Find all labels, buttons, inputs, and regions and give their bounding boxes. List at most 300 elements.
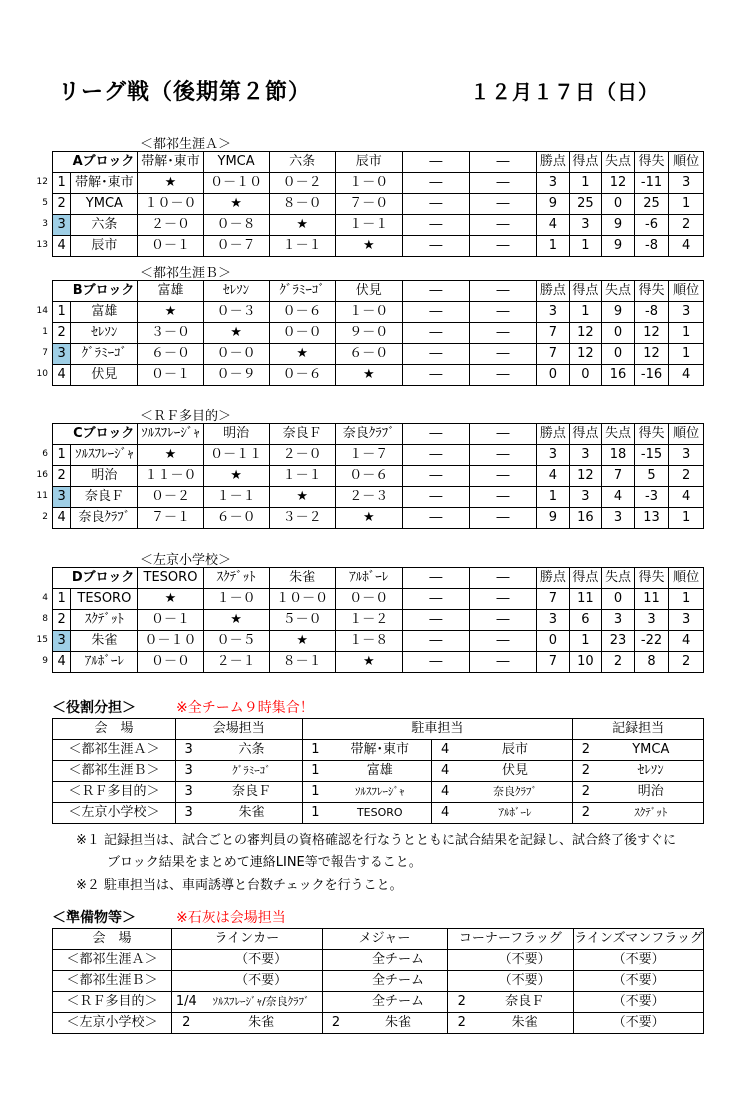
match-result: ０－７ [203, 236, 269, 257]
stats-header: 勝点 [537, 424, 570, 445]
match-result: ― [402, 344, 469, 365]
match-result: ― [469, 652, 536, 673]
block-col-header: ― [402, 152, 469, 173]
role-parking1-team: 富雄 [328, 761, 432, 782]
team-name: 奈良Ｆ [71, 487, 138, 508]
match-result: １０－０ [269, 589, 335, 610]
stat-gf: 1 [569, 173, 602, 194]
stat-pts: 3 [537, 445, 570, 466]
match-result: ― [469, 173, 536, 194]
role-venue: ＜都祁生涯Ａ＞ [53, 740, 176, 761]
stat-pts: 7 [537, 323, 570, 344]
stat-gf: 10 [569, 652, 602, 673]
match-result: ― [469, 323, 536, 344]
team-number: 4 [53, 236, 71, 257]
stat-gd: -3 [634, 487, 669, 508]
match-result: ０－８ [203, 215, 269, 236]
seed-number: 8 [42, 614, 48, 624]
stat-rank: 4 [669, 236, 704, 257]
roles-heading [52, 697, 314, 717]
prep-corner: （不要） [476, 950, 574, 971]
role-venue-no: 3 [175, 740, 201, 761]
stat-ga: 3 [602, 508, 635, 529]
prep-linesman: （不要） [574, 1013, 704, 1034]
stat-ga: 0 [602, 194, 635, 215]
stat-rank: 4 [669, 631, 704, 652]
stats-header: 勝点 [537, 568, 570, 589]
stat-ga: 7 [602, 466, 635, 487]
prep-linecar: ｿﾙｽﾌﾚｰｼﾞｬ/奈良ｸﾗﾌﾞ [201, 992, 323, 1013]
block-col-header: ― [469, 152, 536, 173]
stat-pts: 0 [537, 365, 570, 386]
table-row [53, 445, 704, 466]
match-result: ８－０ [269, 194, 335, 215]
event-date: １２月１７日（日） [470, 80, 659, 104]
stat-pts: 3 [537, 173, 570, 194]
team-number: 4 [53, 652, 71, 673]
stat-ga: 0 [602, 589, 635, 610]
block-col-header: 奈良ｸﾗﾌﾞ [335, 424, 402, 445]
roles-table [52, 718, 704, 824]
note-1b: ブロック結果をまとめて連絡LINE等で報告すること。 [107, 855, 422, 870]
match-result: １－７ [335, 445, 402, 466]
stats-header: 順位 [669, 568, 704, 589]
stat-gf: 3 [569, 215, 602, 236]
stat-rank: 4 [669, 365, 704, 386]
stat-rank: 2 [669, 215, 704, 236]
block-col-header: 奈良Ｆ [269, 424, 335, 445]
seed-number: 7 [42, 348, 48, 358]
stats-header: 勝点 [537, 281, 570, 302]
role-record-team: YMCA [599, 740, 704, 761]
match-result: ０－５ [203, 631, 269, 652]
stat-rank: 3 [669, 302, 704, 323]
match-result: １－１ [203, 487, 269, 508]
stat-rank: 1 [669, 508, 704, 529]
roles-header-parking: 駐車担当 [302, 719, 573, 740]
prep-heading [52, 907, 286, 927]
prep-linecar: （不要） [201, 950, 323, 971]
block-col-header: TESORO [138, 568, 203, 589]
seed-number: 10 [36, 369, 48, 379]
match-result: ★ [269, 631, 335, 652]
seed-number: 16 [36, 470, 48, 480]
team-name: 奈良ｸﾗﾌﾞ [71, 508, 138, 529]
match-result: ★ [335, 652, 402, 673]
prep-header-corner: コーナーフラッグ [447, 929, 574, 950]
role-venue: ＜左京小学校＞ [53, 803, 176, 824]
stat-ga: 16 [602, 365, 635, 386]
block-col-header: 明治 [203, 424, 269, 445]
role-venue-team: ｸﾞﾗﾐｰｺﾞ [201, 761, 302, 782]
block-col-header: 朱雀 [269, 568, 335, 589]
role-record-team: 明治 [599, 782, 704, 803]
match-result: ★ [138, 302, 203, 323]
table-row [53, 508, 704, 529]
table-row [53, 323, 704, 344]
role-parking1-no: 1 [302, 782, 328, 803]
block-venue-label: ＜ＲＦ多目的＞ [140, 409, 232, 424]
block-col-header: 辰市 [335, 152, 402, 173]
stat-gd: -11 [634, 173, 669, 194]
block-col-header: ― [402, 281, 469, 302]
role-parking2-team: ｱﾙﾎﾞｰﾚ [458, 803, 573, 824]
match-result: ― [402, 365, 469, 386]
stat-rank: 3 [669, 445, 704, 466]
prep-linecar-no: 1/4 [172, 992, 201, 1013]
role-parking1-team: TESORO [328, 803, 432, 824]
role-parking2-no: 4 [432, 740, 458, 761]
stat-gd: 12 [634, 344, 669, 365]
block-name: Cブロック [53, 424, 138, 445]
stat-gf: 16 [569, 508, 602, 529]
match-result: ★ [203, 610, 269, 631]
match-result: ０－６ [269, 365, 335, 386]
match-result: ８－１ [269, 652, 335, 673]
match-result: ０－１ [138, 236, 203, 257]
stat-gf: 1 [569, 302, 602, 323]
team-name: 帯解･東市 [71, 173, 138, 194]
team-number: 2 [53, 610, 71, 631]
block-col-header: ― [402, 568, 469, 589]
team-name: ｿﾙｽﾌﾚｰｼﾞｬ [71, 445, 138, 466]
match-result: ６－０ [203, 508, 269, 529]
match-result: ― [402, 466, 469, 487]
stat-rank: 1 [669, 323, 704, 344]
stats-header: 順位 [669, 424, 704, 445]
roles-heading-text: ＜役割分担＞ [52, 700, 136, 716]
seed-number: 9 [42, 656, 48, 666]
match-result: ★ [138, 173, 203, 194]
team-number: 1 [53, 302, 71, 323]
stat-gf: 12 [569, 344, 602, 365]
roles-notice: ※全チーム９時集合！ [176, 700, 314, 716]
prep-venue: ＜左京小学校＞ [53, 1013, 172, 1034]
role-record-no: 2 [573, 803, 599, 824]
stat-ga: 9 [602, 215, 635, 236]
match-result: ― [469, 487, 536, 508]
stat-gf: 6 [569, 610, 602, 631]
block-table [52, 151, 704, 257]
match-result: ― [469, 445, 536, 466]
match-result: ★ [203, 323, 269, 344]
stat-ga: 18 [602, 445, 635, 466]
team-number: 3 [53, 344, 71, 365]
match-result: ０－０ [203, 344, 269, 365]
prep-venue: ＜都祁生涯Ａ＞ [53, 950, 172, 971]
role-venue-team: 六条 [201, 740, 302, 761]
block-table [52, 423, 704, 529]
match-result: １－１ [269, 236, 335, 257]
team-number: 2 [53, 194, 71, 215]
team-number: 4 [53, 508, 71, 529]
match-result: ２－０ [269, 445, 335, 466]
block-col-header: ― [469, 424, 536, 445]
team-number: 4 [53, 365, 71, 386]
match-result: ７－０ [335, 194, 402, 215]
role-venue-team: 奈良Ｆ [201, 782, 302, 803]
block-table [52, 280, 704, 386]
team-number: 1 [53, 589, 71, 610]
block-col-header: ｱﾙﾎﾞｰﾚ [335, 568, 402, 589]
prep-corner-no: 2 [447, 1013, 476, 1034]
block-col-header: 帯解･東市 [138, 152, 203, 173]
match-result: ― [402, 589, 469, 610]
stat-pts: 7 [537, 344, 570, 365]
block-venue-label: ＜都祁生涯Ｂ＞ [140, 266, 232, 281]
role-parking1-team: 帯解･東市 [328, 740, 432, 761]
match-result: ３－２ [269, 508, 335, 529]
match-result: ― [402, 487, 469, 508]
role-venue-no: 3 [175, 761, 201, 782]
table-row [53, 236, 704, 257]
match-result: ― [469, 236, 536, 257]
stats-header: 得失 [634, 568, 669, 589]
table-row [53, 1013, 704, 1034]
match-result: ― [402, 631, 469, 652]
stat-ga: 3 [602, 610, 635, 631]
match-result: １０－０ [138, 194, 203, 215]
match-result: ― [402, 508, 469, 529]
table-row [53, 215, 704, 236]
table-row [53, 631, 704, 652]
match-result: ― [469, 365, 536, 386]
team-number: 2 [53, 466, 71, 487]
roles-header-venue: 会 場 [53, 719, 176, 740]
team-number: 3 [53, 215, 71, 236]
stats-header: 失点 [602, 424, 635, 445]
table-row [53, 950, 704, 971]
stat-ga: 12 [602, 173, 635, 194]
prep-major: 全チーム [349, 992, 447, 1013]
stats-header: 失点 [602, 152, 635, 173]
role-venue-team: 朱雀 [201, 803, 302, 824]
stat-gf: 11 [569, 589, 602, 610]
block-name: Bブロック [53, 281, 138, 302]
prep-major-no [322, 992, 349, 1013]
stat-gd: -15 [634, 445, 669, 466]
table-row [53, 487, 704, 508]
seed-number: 4 [42, 593, 48, 603]
prep-major-no [322, 971, 349, 992]
prep-corner-no [447, 950, 476, 971]
stat-rank: 2 [669, 652, 704, 673]
table-row [53, 992, 704, 1013]
page-title: リーグ戦（後期第２節） [58, 80, 312, 105]
table-row [53, 782, 704, 803]
stat-gd: -22 [634, 631, 669, 652]
stat-ga: 9 [602, 236, 635, 257]
seed-number: 12 [36, 177, 48, 187]
stat-gf: 12 [569, 466, 602, 487]
block-col-header: 伏見 [335, 281, 402, 302]
role-record-no: 2 [573, 782, 599, 803]
match-result: ０－６ [335, 466, 402, 487]
stat-pts: 3 [537, 302, 570, 323]
stat-pts: 9 [537, 194, 570, 215]
prep-notice: ※石灰は会場担当 [176, 910, 286, 926]
role-parking2-no: 4 [432, 782, 458, 803]
stats-header: 得点 [569, 424, 602, 445]
seed-number: 6 [42, 449, 48, 459]
table-row [53, 302, 704, 323]
seed-number: 11 [36, 491, 48, 501]
table-row [53, 803, 704, 824]
stat-pts: 3 [537, 610, 570, 631]
seed-number: 5 [42, 198, 48, 208]
prep-header-major: メジャー [322, 929, 447, 950]
stats-header: 得点 [569, 568, 602, 589]
prep-major: 全チーム [349, 971, 447, 992]
stat-pts: 4 [537, 215, 570, 236]
prep-venue: ＜都祁生涯Ｂ＞ [53, 971, 172, 992]
match-result: ５－０ [269, 610, 335, 631]
match-result: ― [402, 445, 469, 466]
match-result: １－８ [335, 631, 402, 652]
team-name: ｽｸﾃﾞｯﾄ [71, 610, 138, 631]
match-result: ― [469, 344, 536, 365]
prep-corner: 朱雀 [476, 1013, 574, 1034]
role-parking2-team: 伏見 [458, 761, 573, 782]
block-col-header: 六条 [269, 152, 335, 173]
prep-linesman: （不要） [574, 950, 704, 971]
stat-ga: 0 [602, 344, 635, 365]
prep-linecar: （不要） [201, 971, 323, 992]
stat-gd: 8 [634, 652, 669, 673]
role-parking1-no: 1 [302, 761, 328, 782]
match-result: ２－３ [335, 487, 402, 508]
match-result: ６－０ [335, 344, 402, 365]
team-name: YMCA [71, 194, 138, 215]
team-name: 伏見 [71, 365, 138, 386]
role-parking1-team: ｿﾙｽﾌﾚｰｼﾞｬ [328, 782, 432, 803]
stat-gd: 25 [634, 194, 669, 215]
match-result: ★ [269, 487, 335, 508]
team-number: 1 [53, 445, 71, 466]
block-col-header: 富雄 [138, 281, 203, 302]
match-result: ★ [138, 445, 203, 466]
stats-header: 順位 [669, 152, 704, 173]
prep-linesman: （不要） [574, 992, 704, 1013]
table-row [53, 344, 704, 365]
role-venue: ＜都祁生涯Ｂ＞ [53, 761, 176, 782]
seed-number: 2 [42, 512, 48, 522]
stat-gf: 1 [569, 236, 602, 257]
match-result: ３－０ [138, 323, 203, 344]
stat-gd: -6 [634, 215, 669, 236]
prep-major: 全チーム [349, 950, 447, 971]
match-result: ９－０ [335, 323, 402, 344]
stat-gd: -16 [634, 365, 669, 386]
block-col-header: ｾﾚｿﾝ [203, 281, 269, 302]
stats-header: 得失 [634, 152, 669, 173]
block-venue-label: ＜左京小学校＞ [140, 553, 232, 568]
match-result: ０－０ [269, 323, 335, 344]
block-col-header: ｿﾙｽﾌﾚｰｼﾞｬ [138, 424, 203, 445]
prep-major-no: 2 [322, 1013, 349, 1034]
table-row [53, 589, 704, 610]
roles-header-venue-duty: 会場担当 [175, 719, 302, 740]
role-venue-no: 3 [175, 803, 201, 824]
match-result: ６－０ [138, 344, 203, 365]
role-parking1-no: 1 [302, 740, 328, 761]
stat-ga: 2 [602, 652, 635, 673]
block-name: Aブロック [53, 152, 138, 173]
match-result: ― [402, 194, 469, 215]
role-record-no: 2 [573, 761, 599, 782]
stat-pts: 1 [537, 487, 570, 508]
team-name: 六条 [71, 215, 138, 236]
block-col-header: ｽｸﾃﾞｯﾄ [203, 568, 269, 589]
match-result: ０－９ [203, 365, 269, 386]
match-result: ★ [138, 589, 203, 610]
stat-ga: 4 [602, 487, 635, 508]
match-result: ― [469, 194, 536, 215]
match-result: １－２ [335, 610, 402, 631]
prep-header-venue: 会 場 [53, 929, 172, 950]
match-result: １１－０ [138, 466, 203, 487]
role-parking2-no: 4 [432, 761, 458, 782]
stat-rank: 1 [669, 589, 704, 610]
match-result: ― [469, 215, 536, 236]
stat-pts: 4 [537, 466, 570, 487]
seed-number: 13 [36, 240, 48, 250]
role-parking1-no: 1 [302, 803, 328, 824]
prep-linecar-no [172, 950, 201, 971]
table-row [53, 365, 704, 386]
block-table [52, 567, 704, 673]
match-result: １－０ [335, 302, 402, 323]
prep-linecar-no [172, 971, 201, 992]
match-result: ０－２ [269, 173, 335, 194]
match-result: ★ [335, 365, 402, 386]
table-row [53, 740, 704, 761]
stat-rank: 1 [669, 344, 704, 365]
team-name: 富雄 [71, 302, 138, 323]
block-name: Dブロック [53, 568, 138, 589]
team-number: 2 [53, 323, 71, 344]
stat-gf: 0 [569, 365, 602, 386]
match-result: ― [469, 508, 536, 529]
stats-header: 順位 [669, 281, 704, 302]
match-result: ― [402, 610, 469, 631]
prep-table [52, 928, 704, 1034]
match-result: ７－１ [138, 508, 203, 529]
block-col-header: ｸﾞﾗﾐｰｺﾞ [269, 281, 335, 302]
table-row [53, 194, 704, 215]
match-result: ― [469, 466, 536, 487]
role-record-no: 2 [573, 740, 599, 761]
match-result: ― [402, 215, 469, 236]
stats-header: 得点 [569, 281, 602, 302]
prep-major-no [322, 950, 349, 971]
prep-header-linesman: ラインズマンフラッグ [574, 929, 704, 950]
match-result: ０－１ [138, 365, 203, 386]
match-result: ０－６ [269, 302, 335, 323]
roles-header-record: 記録担当 [573, 719, 704, 740]
stat-gd: 11 [634, 589, 669, 610]
role-parking2-no: 4 [432, 803, 458, 824]
prep-corner-no: 2 [447, 992, 476, 1013]
role-parking2-team: 奈良ｸﾗﾌﾞ [458, 782, 573, 803]
stats-header: 得点 [569, 152, 602, 173]
block-col-header: ― [469, 568, 536, 589]
prep-corner: 奈良Ｆ [476, 992, 574, 1013]
stat-gd: 5 [634, 466, 669, 487]
block-col-header: ― [402, 424, 469, 445]
stat-pts: 7 [537, 652, 570, 673]
role-record-team: ｾﾚｿﾝ [599, 761, 704, 782]
